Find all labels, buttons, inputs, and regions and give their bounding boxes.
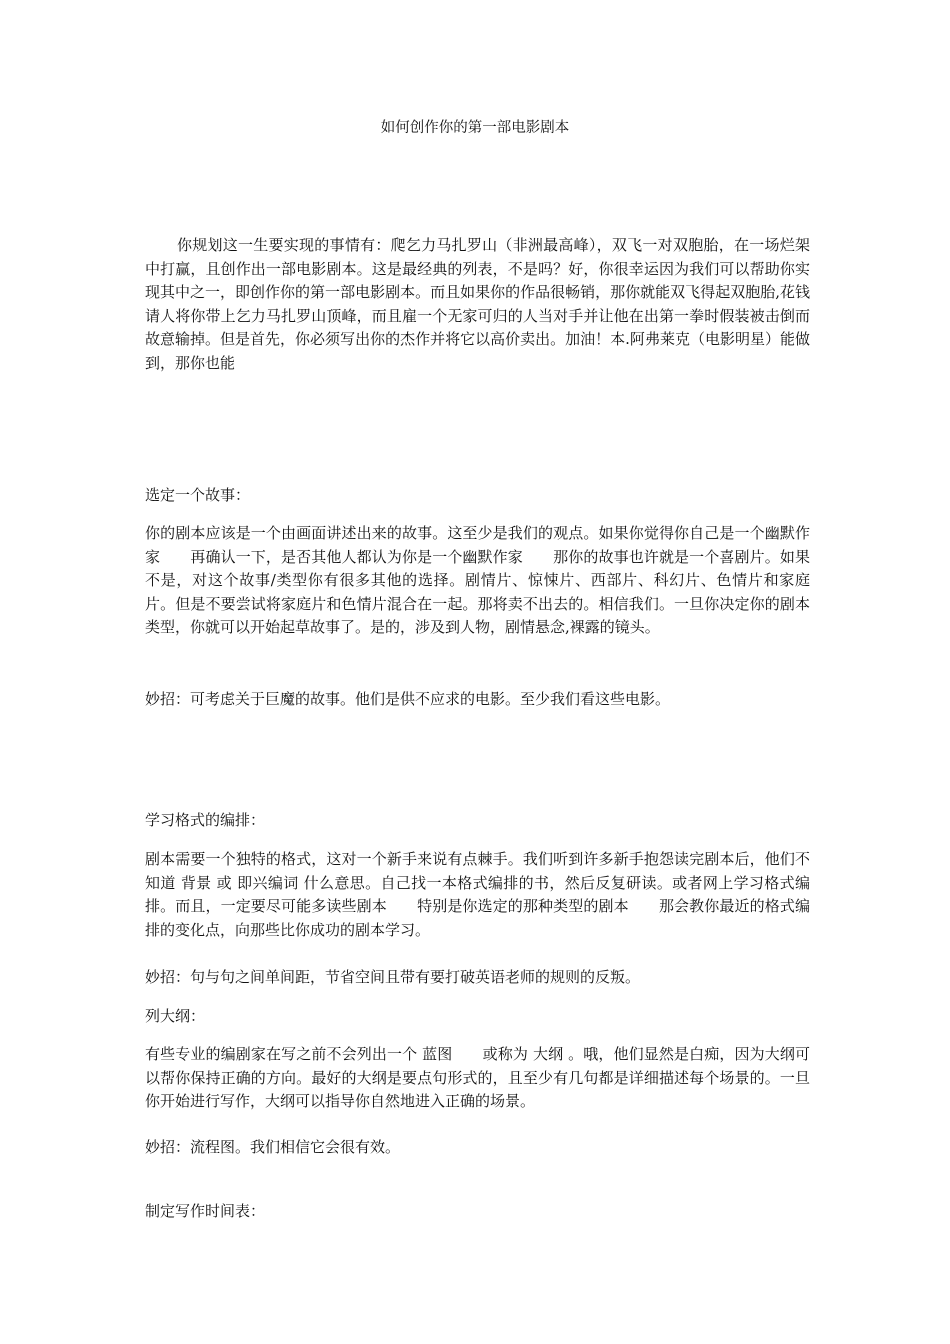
section-heading-schedule: 制定写作时间表： (145, 1202, 266, 1220)
section-heading-choose-story: 选定一个故事： (145, 486, 251, 504)
document-title: 如何创作你的第一部电影剧本 (380, 120, 570, 136)
section-body-format: 剧本需要一个独特的格式，这对一个新手来说有点棘手。我们听到许多新手抱怨读完剧本后，他们不知道 背景 或 即兴编词 什么意思。自己找一本格式编排的书，然后反复研读。或者网上学习格式编排。而且，一定要尽可能多读些剧本 特别是你选定的那种类型的剧本 那会教你最近的格式编排的变化点，向那些比你成功的剧本学习。 (145, 850, 810, 939)
section-heading-outline: 列大纲： (145, 1007, 206, 1025)
section-tip-choose-story: 妙招：可考虑关于巨魔的故事。他们是供不应求的电影。至少我们看这些电影。 (145, 690, 671, 708)
section-tip-format: 妙招：句与句之间单间距，节省空间且带有要打破英语老师的规则的反叛。 (145, 968, 641, 986)
section-body-outline: 有些专业的编剧家在写之前不会列出一个 蓝图 或称为 大纲 。哦，他们显然是白痴，因为大纲可以帮你保持正确的方向。最好的大纲是要点句形式的，且至少有几句都是详细描述每个场景的。一旦你开始进行写作，大纲可以指导你自然地进入正确的场景。 (145, 1045, 810, 1110)
section-tip-outline: 妙招：流程图。我们相信它会很有效。 (145, 1138, 401, 1156)
intro-paragraph: 你规划这一生要实现的事情有：爬乞力马扎罗山（非洲最高峰），双飞一对双胞胎，在一场烂架中打赢，且创作出一部电影剧本。这是最经典的列表，不是吗？好，你很幸运因为我们可以帮助你实现其中之一，即创作你的第一部电影剧本。而且如果你的作品很畅销，那你就能双飞得起双胞胎,花钱请人将你带上乞力马扎罗山顶峰，而且雇一个无家可归的人当对手并让他在出第一拳时假装被击倒而故意输掉。但是首先，你必须写出你的杰作并将它以高价卖出。加油！本.阿弗莱克（电影明星）能做到，那你也能 (145, 236, 810, 372)
section-heading-format: 学习格式的编排： (145, 811, 266, 829)
section-body-choose-story: 你的剧本应该是一个由画面讲述出来的故事。这至少是我们的观点。如果你觉得你自己是一个幽默作家 再确认一下，是否其他人都认为你是一个幽默作家 那你的故事也许就是一个喜剧片。如果不是，对这个故事/类型你有很多其他的选择。剧情片、惊悚片、西部片、科幻片、色情片和家庭片。但是不要尝试将家庭片和色情片混合在一起。那将卖不出去的。相信我们。一旦你决定你的剧本类型，你就可以开始起草故事了。是的，涉及到人物，剧情悬念,裸露的镜头。 (145, 524, 810, 636)
